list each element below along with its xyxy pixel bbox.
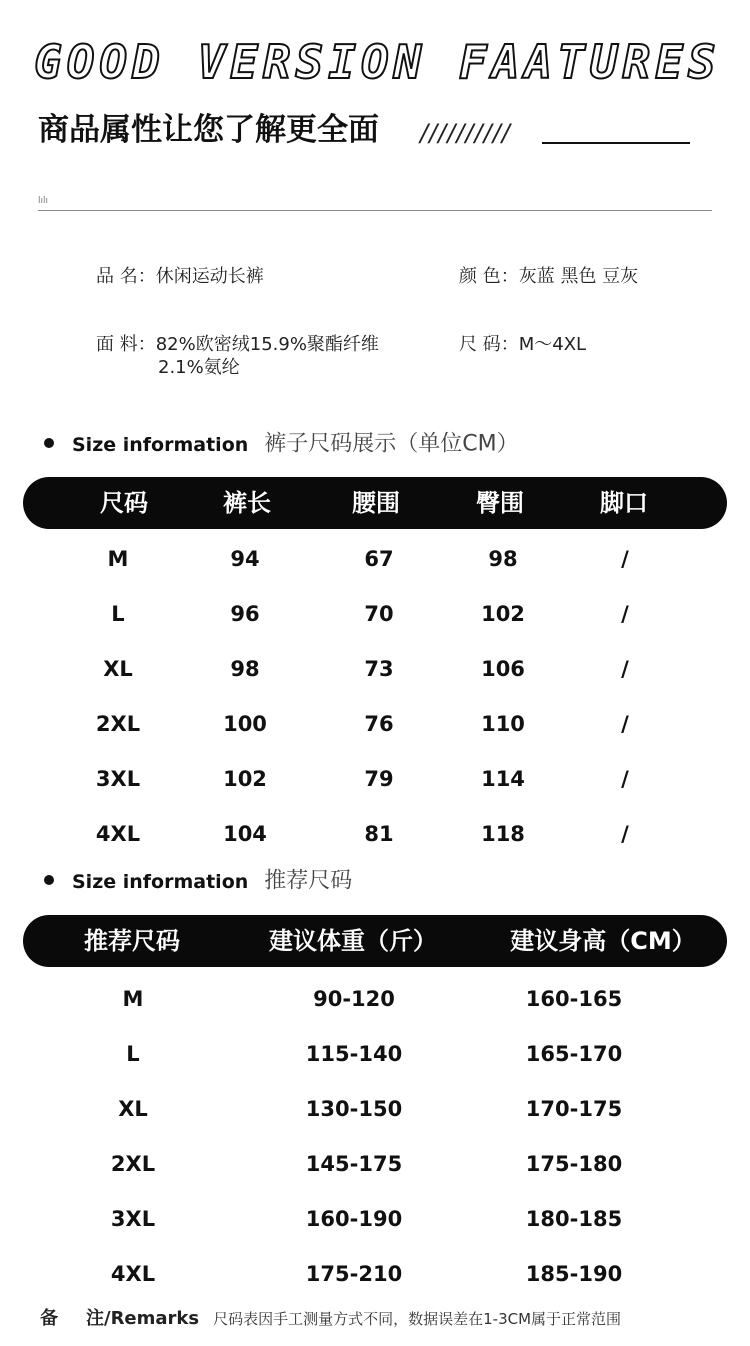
remarks-label	[40, 1308, 199, 1329]
size-cell: L	[126, 1042, 140, 1066]
waist-cell: 76	[364, 712, 394, 736]
size-cell: M	[122, 987, 144, 1011]
remarks-text: 尺码表因手工测量方式不同，数据误差在1-3CM属于正常范围	[213, 1310, 622, 1328]
weight-cell: 115-140	[305, 1042, 403, 1066]
attr-name-label: 品 名：	[96, 266, 156, 287]
hip-cell: 114	[481, 767, 525, 791]
divider-mark: lılı	[38, 196, 49, 206]
size-table-header	[23, 477, 727, 529]
table-row	[0, 642, 750, 697]
height-cell: 165-170	[525, 1042, 623, 1066]
table-row	[0, 972, 750, 1027]
hem-cell: /	[621, 712, 629, 736]
size-header-waist: 腰围	[352, 489, 400, 517]
remarks-label-b: 注/Remarks	[86, 1308, 200, 1329]
recommend-header-size: 推荐尺码	[84, 927, 180, 955]
size-header-length: 裤长	[223, 489, 271, 517]
table-row	[0, 1137, 750, 1192]
attr-size	[459, 333, 586, 356]
waist-cell: 70	[364, 602, 394, 626]
table-row	[0, 1247, 750, 1302]
table-row	[0, 697, 750, 752]
weight-cell: 175-210	[305, 1262, 403, 1286]
hip-cell: 102	[481, 602, 525, 626]
length-cell: 102	[223, 767, 267, 791]
hip-cell: 98	[488, 547, 518, 571]
size-cell: M	[107, 547, 129, 571]
attr-fabric-value: 82%欧密绒15.9%聚酯纤维	[155, 334, 379, 355]
hem-cell: /	[621, 547, 629, 571]
height-cell: 175-180	[525, 1152, 623, 1176]
recommend-section-title	[44, 868, 352, 894]
table-row	[0, 1082, 750, 1137]
section-divider	[38, 210, 712, 211]
hem-cell: /	[621, 657, 629, 681]
waist-cell: 67	[364, 547, 394, 571]
size-section-title	[44, 431, 519, 457]
attr-size-value: M～4XL	[518, 334, 587, 355]
attr-fabric-value-line2: 2.1%氨纶	[158, 357, 240, 378]
recommend-section-cn: 推荐尺码	[264, 868, 353, 894]
attr-fabric	[96, 333, 379, 379]
size-header-hip: 臀围	[476, 489, 524, 517]
table-row	[0, 1027, 750, 1082]
size-header-size: 尺码	[100, 489, 148, 517]
height-cell: 170-175	[525, 1097, 623, 1121]
size-cell: 4XL	[95, 822, 141, 846]
recommend-header-height: 建议身高（CM）	[510, 927, 696, 955]
waist-cell: 79	[364, 767, 394, 791]
size-cell: 3XL	[95, 767, 141, 791]
table-row	[0, 532, 750, 587]
weight-cell: 145-175	[305, 1152, 403, 1176]
length-cell: 104	[223, 822, 267, 846]
length-cell: 96	[230, 602, 260, 626]
table-row	[0, 1192, 750, 1247]
size-cell: 2XL	[95, 712, 141, 736]
height-cell: 185-190	[525, 1262, 623, 1286]
attr-fabric-label: 面 料：	[96, 334, 156, 355]
hip-cell: 118	[481, 822, 525, 846]
weight-cell: 130-150	[305, 1097, 403, 1121]
size-section-cn: 裤子尺码展示（单位CM）	[264, 431, 519, 457]
title-slashes: //////////	[420, 119, 511, 147]
hem-cell: /	[621, 767, 629, 791]
size-cell: XL	[118, 1097, 148, 1121]
title-underline	[542, 142, 690, 144]
length-cell: 100	[223, 712, 267, 736]
banner-title: GOOD VERSION FAATURES	[34, 35, 721, 89]
attr-name-value: 休闲运动长裤	[155, 266, 264, 287]
waist-cell: 73	[364, 657, 394, 681]
size-cell: 3XL	[110, 1207, 156, 1231]
table-row	[0, 752, 750, 807]
size-cell: 2XL	[110, 1152, 156, 1176]
height-cell: 160-165	[525, 987, 623, 1011]
page-title: 商品属性让您了解更全面	[38, 112, 379, 148]
recommend-table-header	[23, 915, 727, 967]
height-cell: 180-185	[525, 1207, 623, 1231]
attr-name	[96, 265, 264, 288]
length-cell: 98	[230, 657, 260, 681]
hem-cell: /	[621, 602, 629, 626]
size-header-hem: 脚口	[600, 489, 648, 517]
hip-cell: 110	[481, 712, 525, 736]
attr-size-label: 尺 码：	[459, 334, 519, 355]
size-cell: L	[111, 602, 125, 626]
attr-color-value: 灰蓝 黑色 豆灰	[518, 266, 639, 287]
attr-color	[459, 265, 638, 288]
size-section-en: Size information	[72, 433, 249, 456]
hip-cell: 106	[481, 657, 525, 681]
weight-cell: 90-120	[313, 987, 395, 1011]
table-row	[0, 587, 750, 642]
table-row	[0, 807, 750, 862]
bullet-icon	[44, 875, 54, 885]
attr-color-label: 颜 色：	[459, 266, 519, 287]
recommend-section-en: Size information	[72, 870, 249, 893]
remarks	[40, 1306, 621, 1332]
recommend-header-weight: 建议体重（斤）	[269, 927, 437, 955]
size-cell: XL	[103, 657, 133, 681]
remarks-label-a: 备	[40, 1308, 58, 1329]
length-cell: 94	[230, 547, 260, 571]
bullet-icon	[44, 438, 54, 448]
hem-cell: /	[621, 822, 629, 846]
size-cell: 4XL	[110, 1262, 156, 1286]
weight-cell: 160-190	[305, 1207, 403, 1231]
waist-cell: 81	[364, 822, 394, 846]
